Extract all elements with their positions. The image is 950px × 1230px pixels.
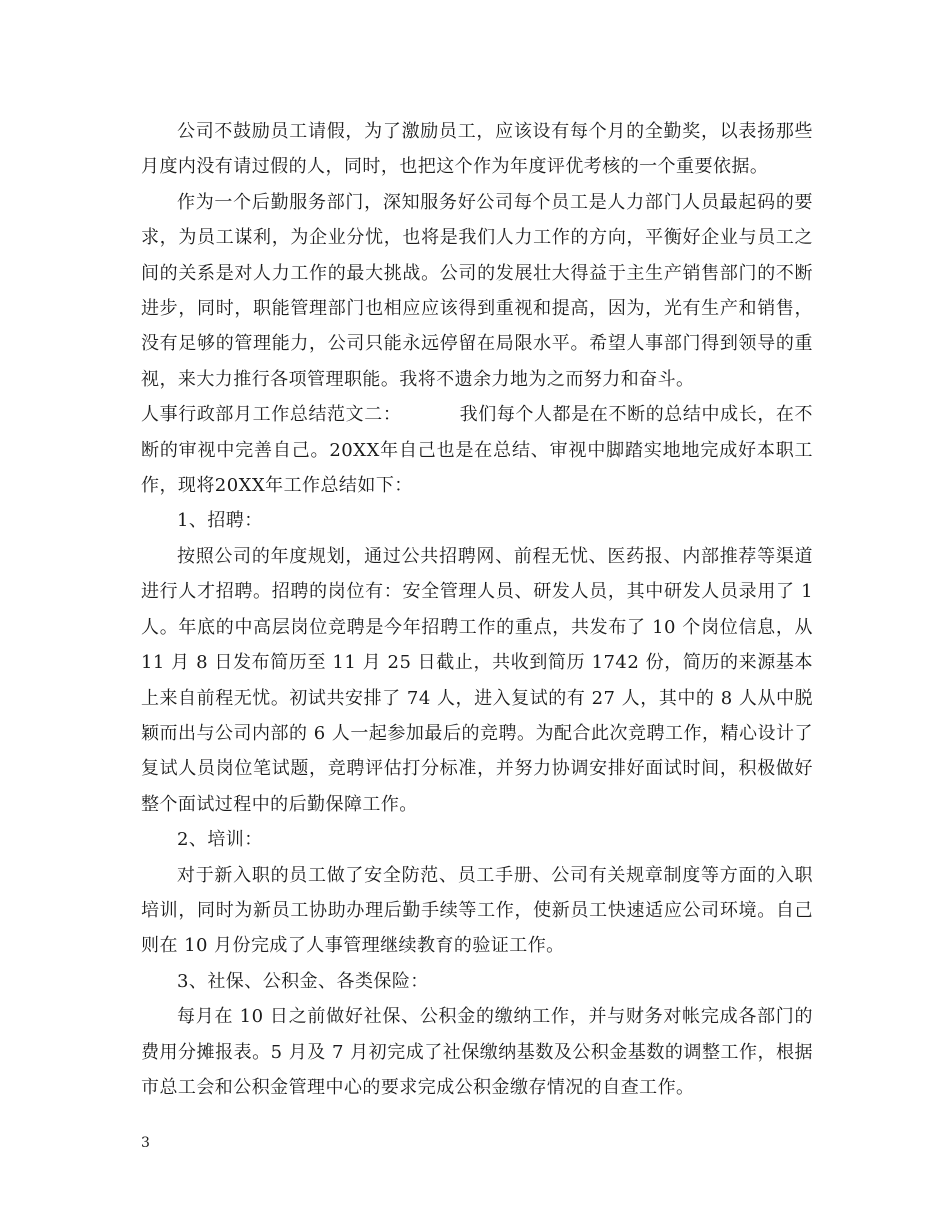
summary-intro-text: 我们每个人都是在不断的总结中成长，在不断的审视中完善自己。20XX年自己也是在总结、审视中脚踏实地地完成好本职工作，现将20XX年工作总结如下： — [141, 404, 813, 497]
page-number: 3 — [141, 1135, 150, 1151]
heading-training: 2、培训： — [177, 829, 263, 851]
paragraph-training: 对于新入职的员工做了安全防范、员工手册、公司有关规章制度等方面的入职培训，同时为新员工协助办理后勤手续等工作，使新员工快速适应公司环境。自己则在 10 月份完成了人事管理继续教育的验证工作。 — [141, 864, 813, 957]
paragraph-recruitment: 按照公司的年度规划，通过公共招聘网、前程无忧、医药报、内部推荐等渠道进行人才招聘。招聘的岗位有：安全管理人员、研发人员，其中研发人员录用了 1 人。年底的中高层岗位竞聘是今年招聘工作的重点，共发布了 10 个岗位信息，从 11 月 8 日发布简历至 11 月 25 日截止，共收到简历 1742 份，简历的来源基本上来自前程无忧。初试共安排了 74 人，进入复试的有 27 人，其中的 8 人从中脱颖而出与公司内部的 6 人一起参加最后的竞聘。为配合此次竞聘工作，精心设计了复试人员岗位笔试题，竞聘评估打分标准，并努力协调安排好面试时间，积极做好整个面试过程中的后勤保障工作。 — [141, 545, 813, 815]
paragraph-summary-intro — [141, 397, 813, 503]
heading-recruitment: 1、招聘： — [177, 510, 263, 532]
heading-social-insurance: 3、社保、公积金、各类保险： — [177, 970, 429, 992]
paragraph-hr-service-role: 作为一个后勤服务部门，深知服务好公司每个员工是人力部门人员最起码的要求，为员工谋利，为企业分忧，也将是我们人力工作的方向，平衡好企业与员工之间的关系是对人力工作的最大挑战。公司的发展壮大得益于主生产销售部门的不断进步，同时，职能管理部门也相应应该得到重视和提高，因为，光有生产和销售，没有足够的管理能力，公司只能永远停留在局限水平。希望人事部门得到领导的重视，来大力推行各项管理职能。我将不遗余力地为之而努力和奋斗。 — [141, 191, 813, 390]
document-body — [141, 114, 813, 1105]
section-title: 人事行政部月工作总结范文二： — [141, 404, 402, 426]
paragraph-social-insurance: 每月在 10 日之前做好社保、公积金的缴纳工作，并与财务对帐完成各部门的费用分摊报表。5 月及 7 月初完成了社保缴纳基数及公积金基数的调整工作，根据市总工会和公积金管理中心的要求完成公积金缴存情况的自查工作。 — [141, 1006, 813, 1098]
paragraph-attendance-award: 公司不鼓励员工请假，为了激励员工，应该设有每个月的全勤奖，以表扬那些月度内没有请过假的人，同时，也把这个作为年度评优考核的一个重要依据。 — [141, 121, 813, 178]
